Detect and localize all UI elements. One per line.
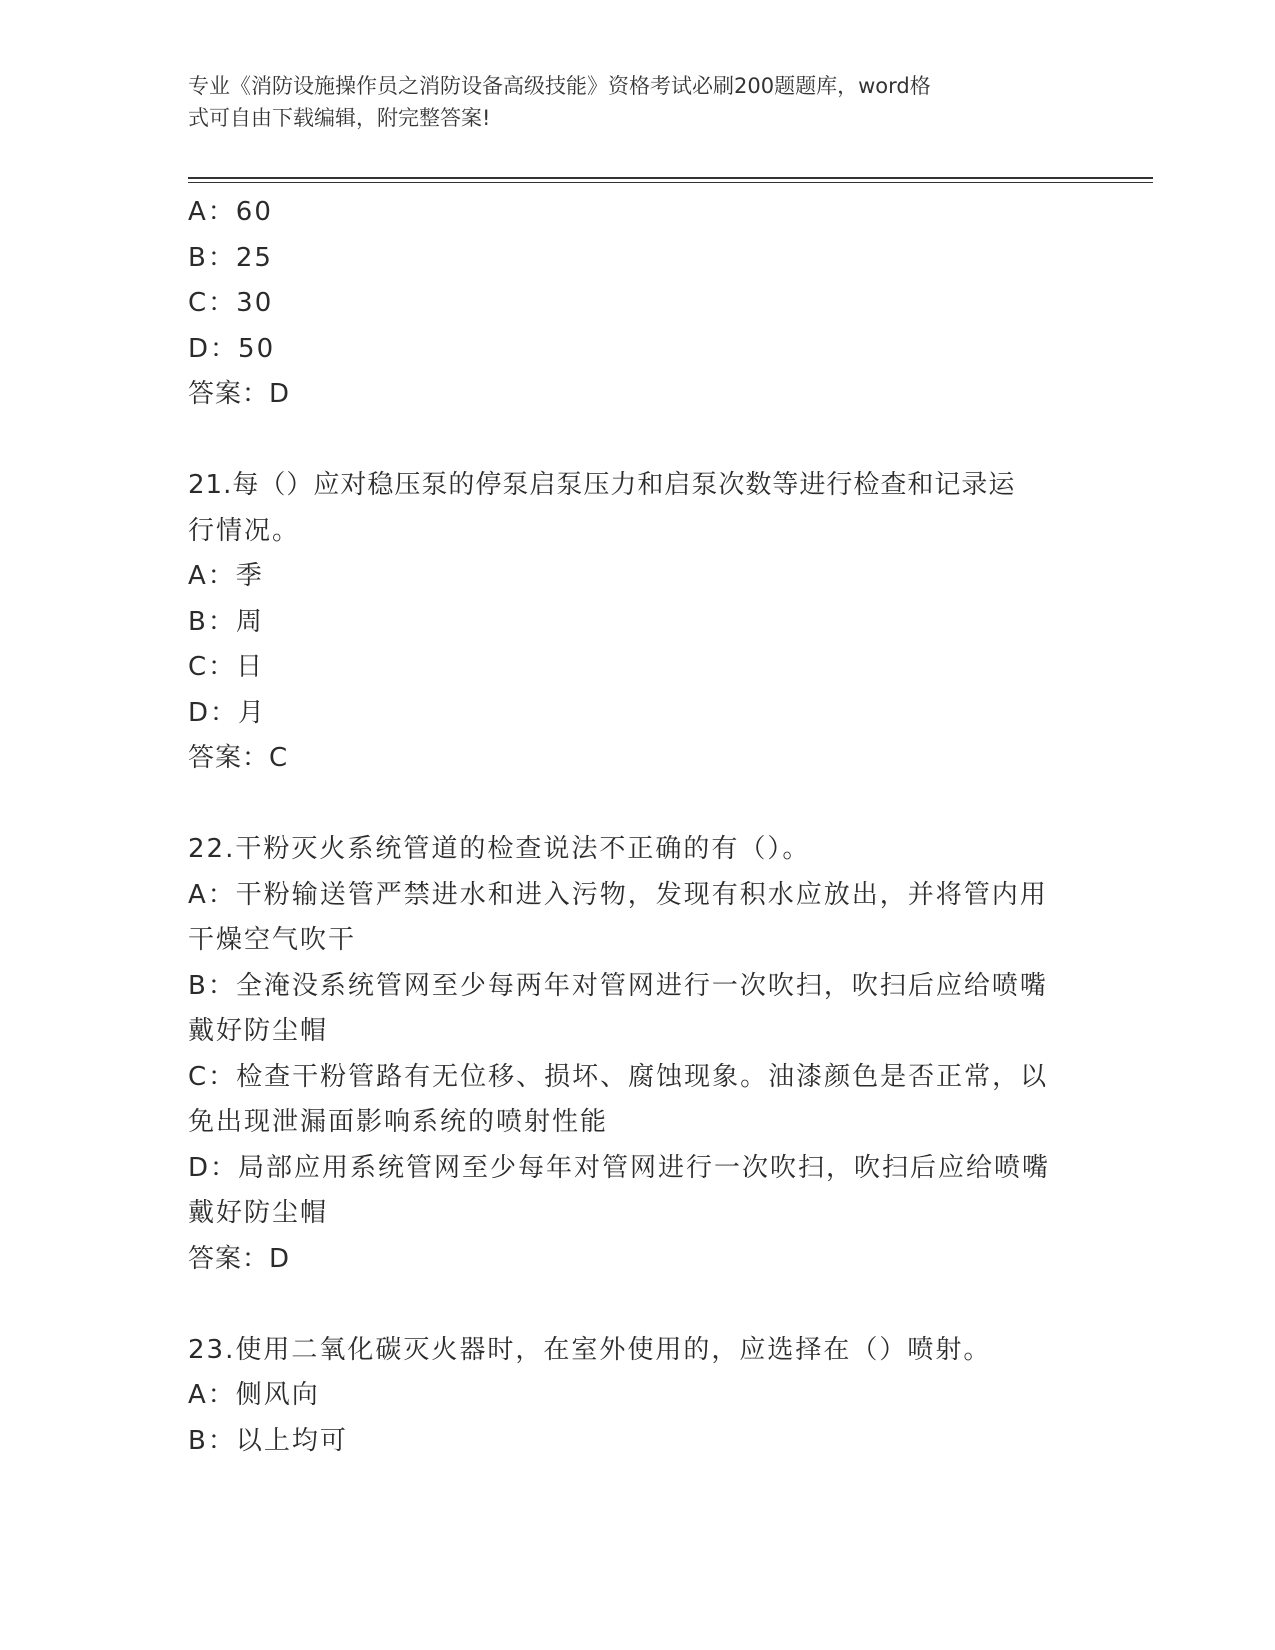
header-line-2: 式可自由下载编辑，附完整答案! (188, 106, 491, 130)
option-c-line-1: C：检查干粉管路有无位移、损坏、腐蚀现象。油漆颜色是否正常，以 (188, 1061, 1049, 1092)
question-22 (188, 827, 1088, 1282)
option-b: B：周 (188, 606, 264, 637)
option-a-line-2: 干燥空气吹干 (188, 925, 357, 955)
spacer (188, 782, 1088, 828)
question-stem: 22.干粉灭火系统管道的检查说法不正确的有（）。 (188, 834, 811, 864)
question-20 (188, 190, 1088, 418)
option-c-line-2: 免出现泄漏面影响系统的喷射性能 (188, 1107, 609, 1137)
answer-line: 答案：C (188, 743, 289, 773)
answer-line: 答案：D (188, 379, 291, 409)
spacer (188, 1282, 1088, 1328)
option-b: B：25 (188, 242, 273, 273)
option-c: C：日 (188, 652, 265, 682)
answer-line: 答案：D (188, 1243, 291, 1274)
option-b: B：以上均可 (188, 1425, 348, 1456)
option-d-line-1: D：局部应用系统管网至少每年对管网进行一次吹扫，吹扫后应给喷嘴 (188, 1152, 1051, 1183)
header-divider-thick (188, 177, 1153, 179)
option-b-line-1: B：全淹没系统管网至少每两年对管网进行一次吹扫，吹扫后应给喷嘴 (188, 970, 1048, 1001)
question-stem-line-1: 21.每（）应对稳压泵的停泵启泵压力和启泵次数等进行检查和记录运 (188, 470, 1016, 500)
option-d-line-2: 戴好防尘帽 (188, 1198, 329, 1228)
header-line-1: 专业《消防设施操作员之消防设备高级技能》资格考试必刷200题题库，word格 (188, 74, 931, 98)
option-a: A：60 (188, 197, 273, 227)
question-21 (188, 463, 1088, 782)
option-a: A：季 (188, 561, 264, 591)
option-a-line-1: A：干粉输送管严禁进水和进入污物，发现有积水应放出，并将管内用 (188, 879, 1048, 910)
question-body (188, 190, 1088, 1464)
spacer (188, 418, 1088, 464)
option-b-line-2: 戴好防尘帽 (188, 1016, 329, 1046)
header-divider-thin (188, 182, 1153, 183)
question-23 (188, 1328, 1088, 1465)
document-header (188, 70, 1068, 134)
question-stem-line-2: 行情况。 (188, 515, 301, 546)
option-d: D：月 (188, 697, 267, 728)
option-a: A：侧风向 (188, 1380, 320, 1410)
option-d: D：50 (188, 333, 276, 364)
option-c: C：30 (188, 288, 274, 318)
question-stem: 23.使用二氧化碳灭火器时，在室外使用的，应选择在（）喷射。 (188, 1334, 992, 1365)
